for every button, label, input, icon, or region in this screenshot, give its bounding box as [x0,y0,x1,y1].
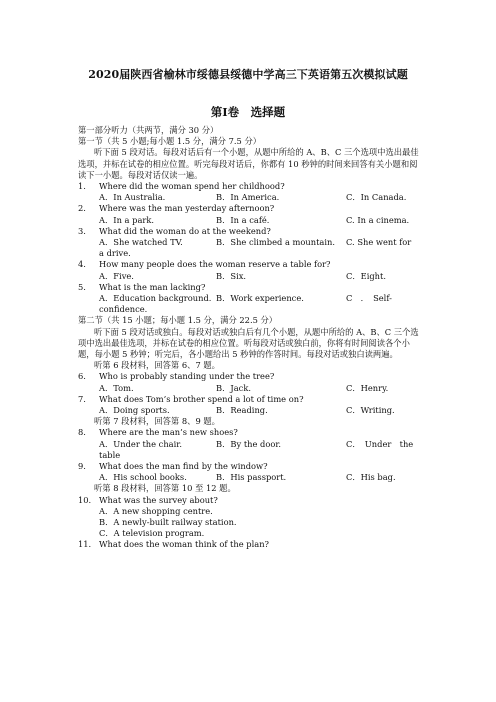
question-5 [78,282,420,293]
question-text: What is the man lacking? [99,281,206,292]
part-title: 第Ⅰ卷 选择题 [210,105,286,119]
option-b: B．Work experience. [216,292,304,303]
question-number: 11. [78,539,92,550]
question-number: 4. [78,259,86,270]
question-number: 5. [78,281,86,292]
question-1 [78,181,420,192]
material-note: 听第 6 段材料，回答第 6、7 题。 [94,360,220,371]
option-b: B．Jack. [216,382,251,393]
options-3 [78,237,420,248]
option-wrap: a drive. [99,248,131,259]
instructions-paragraph: 听下面 5 段对话或独白。每段对话或独白后有几个小题，从题中所给的 A、B、C 三个选项中选出最佳选项，并标在试卷的相应位置。听每段对话或独白前，你将有时间阅读各个小题，每小题 5 秒钟；听完后，各小题给出 5 秒钟的作答时间。每段对话或独白读两遍。 [78,326,419,359]
options-4 [78,271,420,282]
question-text: Where did the woman spend her childhood? [99,181,285,192]
question-number: 6. [78,371,86,382]
options-1 [78,192,420,203]
material-note: 听第 7 段材料，回答第 8、9 题。 [94,416,220,427]
option-b: B．A newly-built railway station. [99,516,237,527]
section-heading: 第一部分听力（共两节，满分 30 分） [78,125,219,135]
question-text: Where are the man’s new shoes? [99,427,238,438]
option-c: C．In Canada. [346,192,407,203]
option-a: A．His school books. [99,472,187,483]
question-6 [78,371,420,382]
instructions-paragraph: 听下面 5 段对话。每段对话后有一个小题，从题中所给的 A、B、C 三个选项中选出最佳选项，并标在试卷的相应位置。听完每段对话后，你都有 10 秒钟的时间来回答有关小题和阅读下一小题。每段对话仅读一遍。 [78,147,419,180]
option-a: A．Five. [99,270,134,281]
options-6 [78,383,420,394]
question-text: What was the survey about? [99,494,218,505]
option-b: B．In a café. [216,214,270,225]
question-number: 10. [78,494,92,505]
question-text: Where was the man yesterday afternoon? [99,203,275,214]
option-a: A．Education background. [99,292,212,303]
question-10 [78,495,420,506]
option-b: B．In America. [216,192,280,203]
question-text: What did the woman do at the weekend? [99,225,271,236]
option-c: C. In a cinema. [346,214,410,225]
subsection-heading: 第二节（共 15 小题；每小题 1.5 分，满分 22.5 分） [78,315,278,326]
question-9 [78,461,420,472]
question-text: What does the woman think of the plan? [99,539,269,550]
subsection-heading: 第一节（共 5 小题;每小题 1.5 分，满分 7.5 分） [78,136,262,147]
option-b: B．Reading. [216,404,268,415]
question-number: 9. [78,460,86,471]
option-b: B．By the door. [216,438,282,449]
option-c: C．Writing. [346,404,395,415]
option-c: C. She went for [346,237,412,247]
option-a: A．Tom. [99,382,134,393]
question-2 [78,203,420,214]
option-wrap: confidence. [99,304,148,315]
question-4 [78,259,420,270]
question-number: 3. [78,225,86,236]
material-note: 听第 8 段材料，回答第 10 至 12 题。 [94,483,236,494]
options-5 [78,293,420,304]
option-c: C ． Self- [346,292,392,303]
options-9 [78,472,420,483]
option-c: C．Eight. [346,270,386,281]
question-3 [78,226,420,237]
options-8 [78,439,420,450]
question-text: Who is probably standing under the tree? [99,371,275,382]
question-7 [78,394,420,405]
option-b: B．His passport. [216,472,287,483]
option-a: A．In a park. [99,214,155,225]
question-11 [78,539,420,550]
option-c: C． Under the [346,438,414,449]
question-number: 8. [78,427,86,438]
option-b: B．She climbed a mountain. [216,237,336,247]
option-a: A．A new shopping centre. [99,505,213,516]
option-a: A．In Australia. [99,192,166,203]
option-b: B．Six. [216,270,247,281]
option-c: C．A television program. [99,528,205,539]
option-a: A．Under the chair. [99,438,182,449]
question-number: 7. [78,393,86,404]
question-8 [78,427,420,438]
document-body [78,125,420,551]
options-2 [78,215,420,226]
question-number: 2. [78,203,86,214]
options-7 [78,405,420,416]
option-a: A．Doing sports. [99,404,170,415]
option-c: C．His bag. [346,472,396,483]
question-text: How many people does the woman reserve a table for? [99,259,331,270]
document-title: 2020届陕西省榆林市绥德县绥德中学高三下英语第五次模拟试题 [88,68,408,81]
option-c: C．Henry. [346,382,389,393]
question-text: What does Tom’s brother spend a lot of time on? [99,393,304,404]
option-a: A．She watched TV. [99,237,183,247]
option-wrap: table [99,449,121,460]
question-number: 1. [78,181,86,192]
question-text: What does the man find by the window? [99,460,268,471]
